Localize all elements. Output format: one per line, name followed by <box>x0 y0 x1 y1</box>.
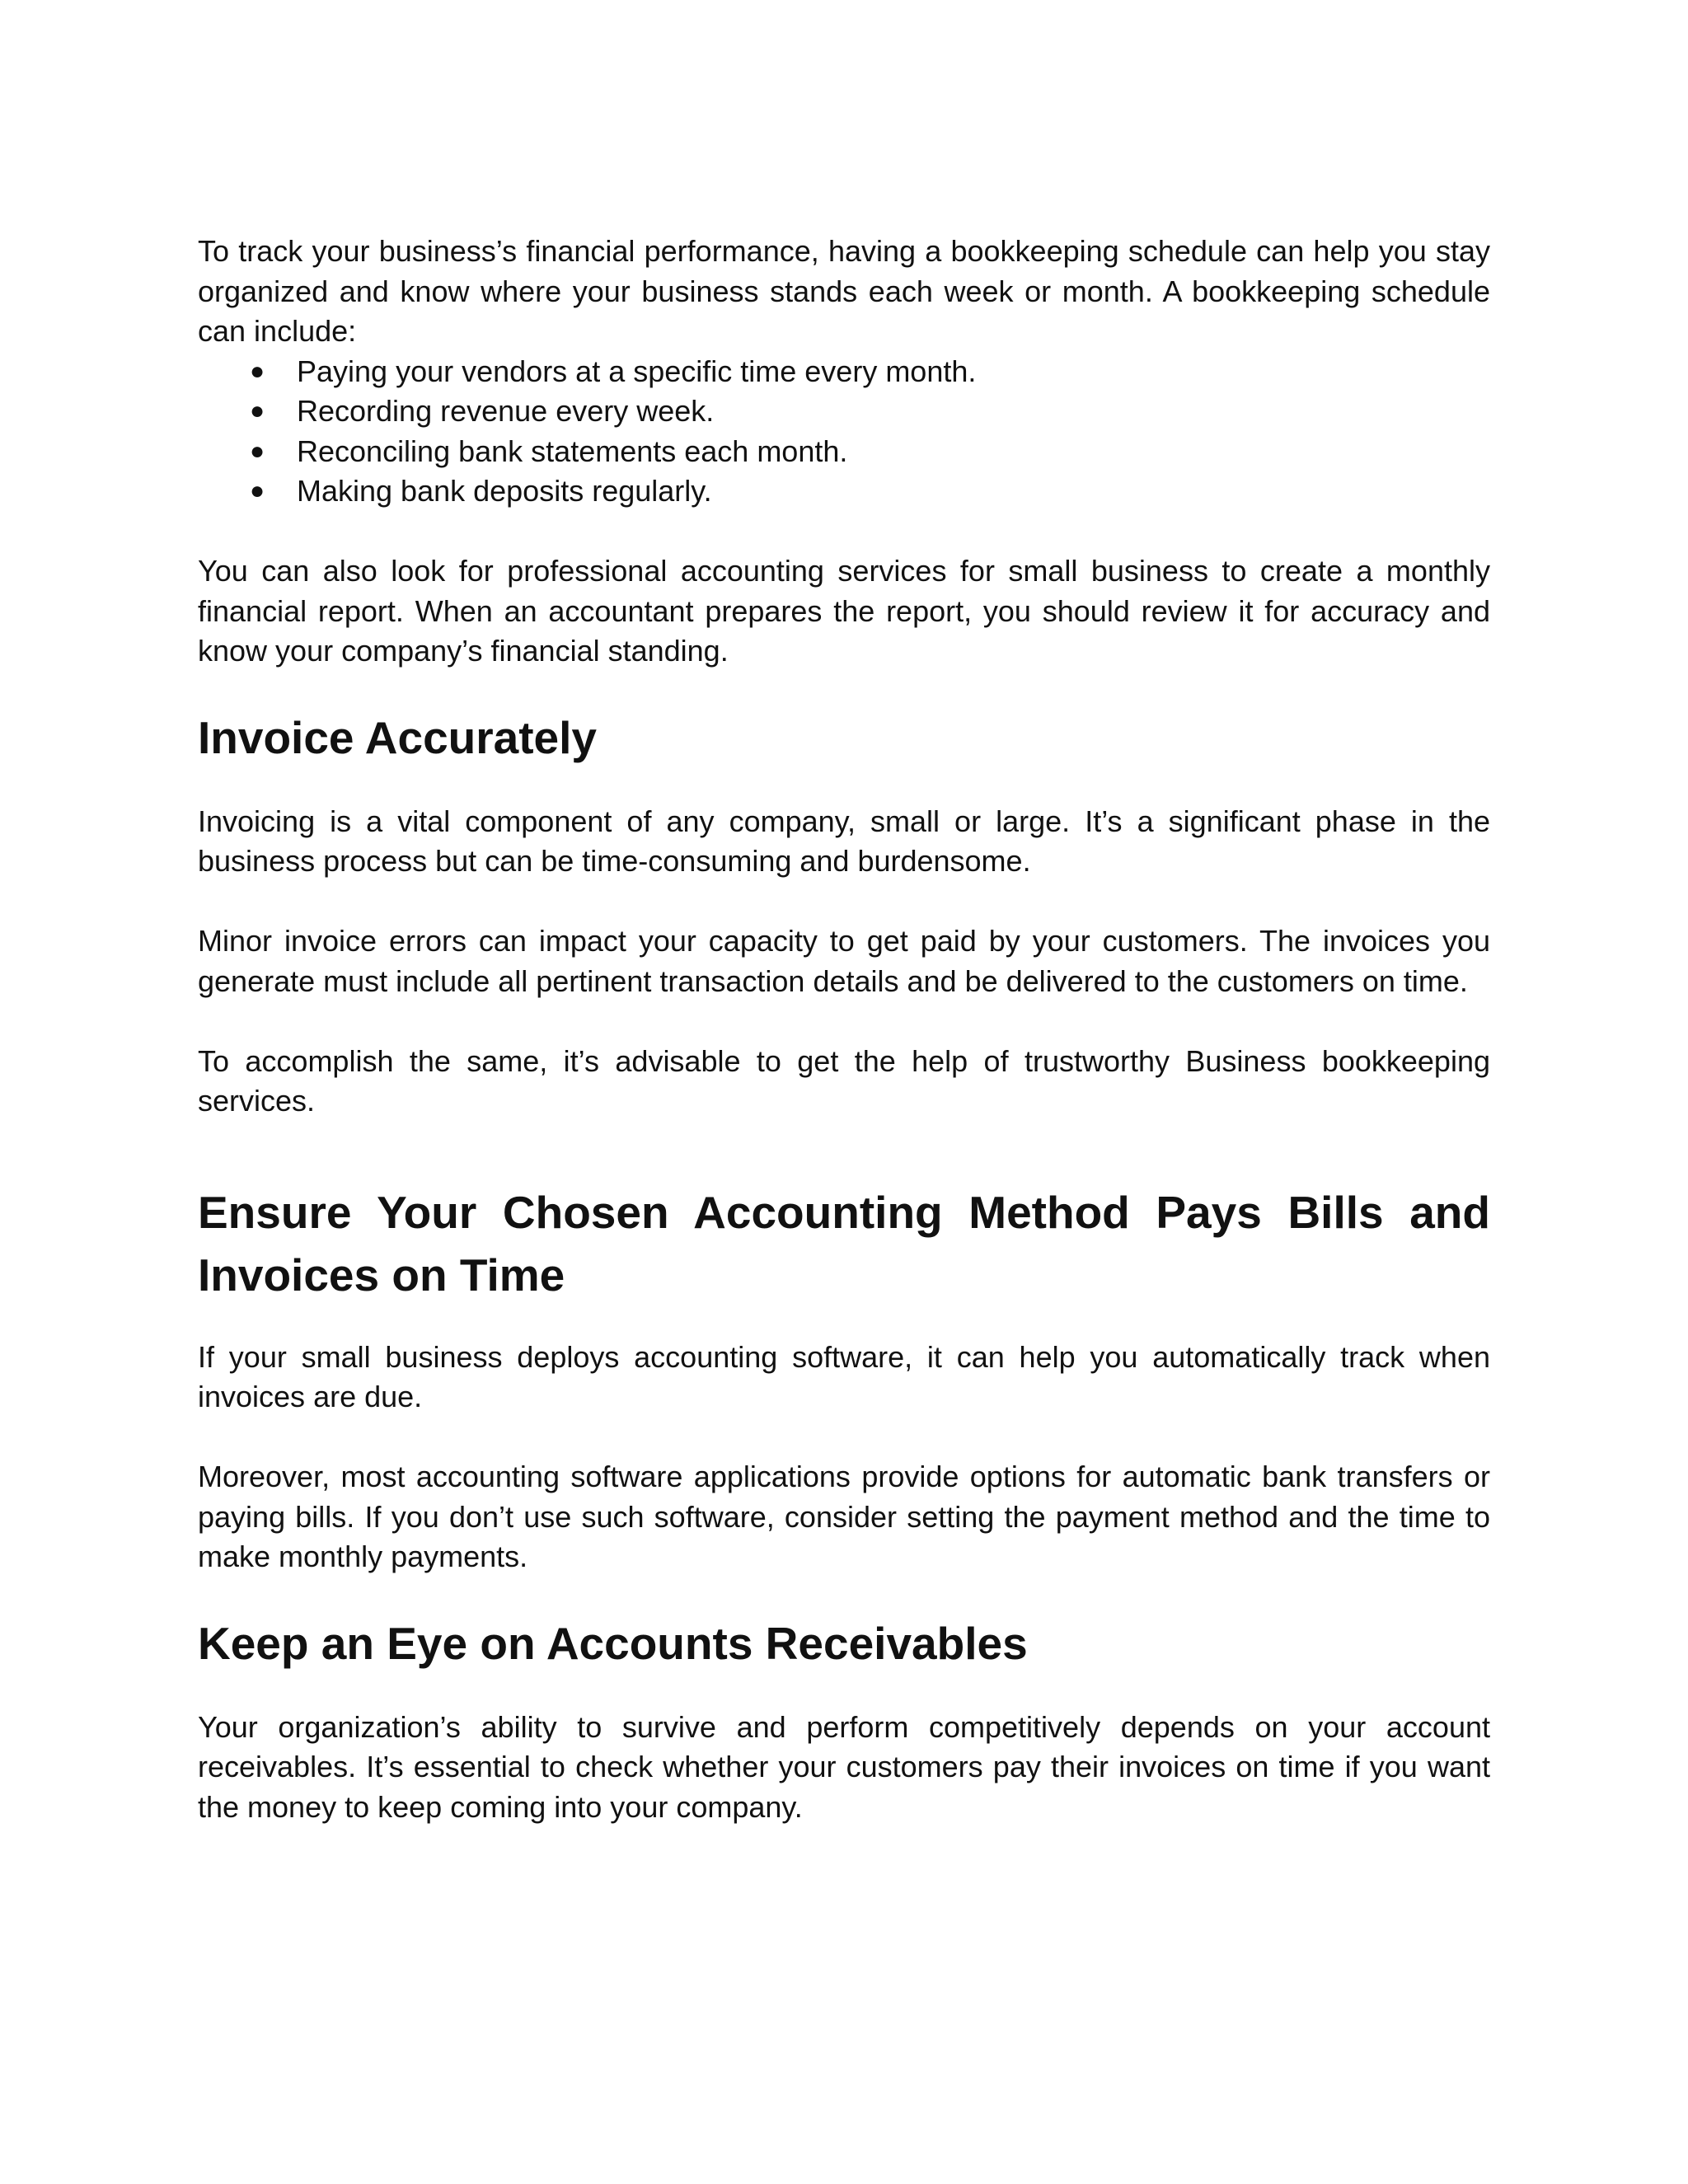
invoice-accurately-heading: Invoice Accurately <box>198 711 598 763</box>
list-item-text: Making bank deposits regularly. <box>297 474 712 508</box>
accounting-services-paragraph: You can also look for professional accounting services for small business to create a monthly financial report. When an accountant prepares the report, you should review it for accuracy and know your company’s financial standing. <box>198 554 1490 668</box>
intro-paragraph: To track your business’s financial performance, having a bookkeeping schedule can help you stay organized and know where your business stands each week or month. A bookkeeping schedule can include: <box>198 234 1490 348</box>
list-item-text: Paying your vendors at a specific time every month. <box>297 354 977 388</box>
invoice-paragraph-2: Minor invoice errors can impact your capacity to get paid by your customers. The invoices you generate must include all pertinent transaction details and be delivered to the customers on time. <box>198 924 1490 998</box>
method-paragraph-2: Moreover, most accounting software applications provide options for automatic bank transfers or paying bills. If you don’t use such software, consider setting the payment method and the time to make monthly payments. <box>198 1460 1490 1573</box>
list-item-text: Recording revenue every week. <box>297 394 715 428</box>
list-item <box>198 391 1490 432</box>
receivables-heading: Keep an Eye on Accounts Receivables <box>198 1617 1028 1669</box>
list-item <box>198 471 1490 512</box>
bullet-icon: ● <box>250 397 265 424</box>
list-item-text: Reconciling bank statements each month. <box>297 434 848 468</box>
receivables-paragraph: Your organization’s ability to survive and perform competitively depends on your account receivables. It’s essential to check whether your customers pay their invoices on time if you want the money to keep coming into your company. <box>198 1709 1490 1824</box>
list-item <box>198 432 1490 472</box>
bookkeeping-schedule-list <box>198 352 1490 512</box>
invoice-paragraph-3: To accomplish the same, it’s advisable to get the help of trustworthy Business bookkeeping services. <box>198 1043 1490 1118</box>
method-paragraph-1: If your small business deploys accounting software, it can help you automatically track when invoices are due. <box>198 1339 1490 1413</box>
invoice-paragraph-1: Invoicing is a vital component of any company, small or large. It’s a significant phase in the business process but can be time-consuming and burdensome. <box>198 804 1490 878</box>
document-page <box>198 232 1490 1827</box>
accounting-method-heading: Ensure Your Chosen Accounting Method Pays Bills and Invoices on Time <box>198 1186 1490 1301</box>
bullet-icon: ● <box>250 437 265 465</box>
bullet-icon: ● <box>250 357 265 385</box>
bullet-icon: ● <box>250 477 265 504</box>
list-item <box>198 352 1490 392</box>
